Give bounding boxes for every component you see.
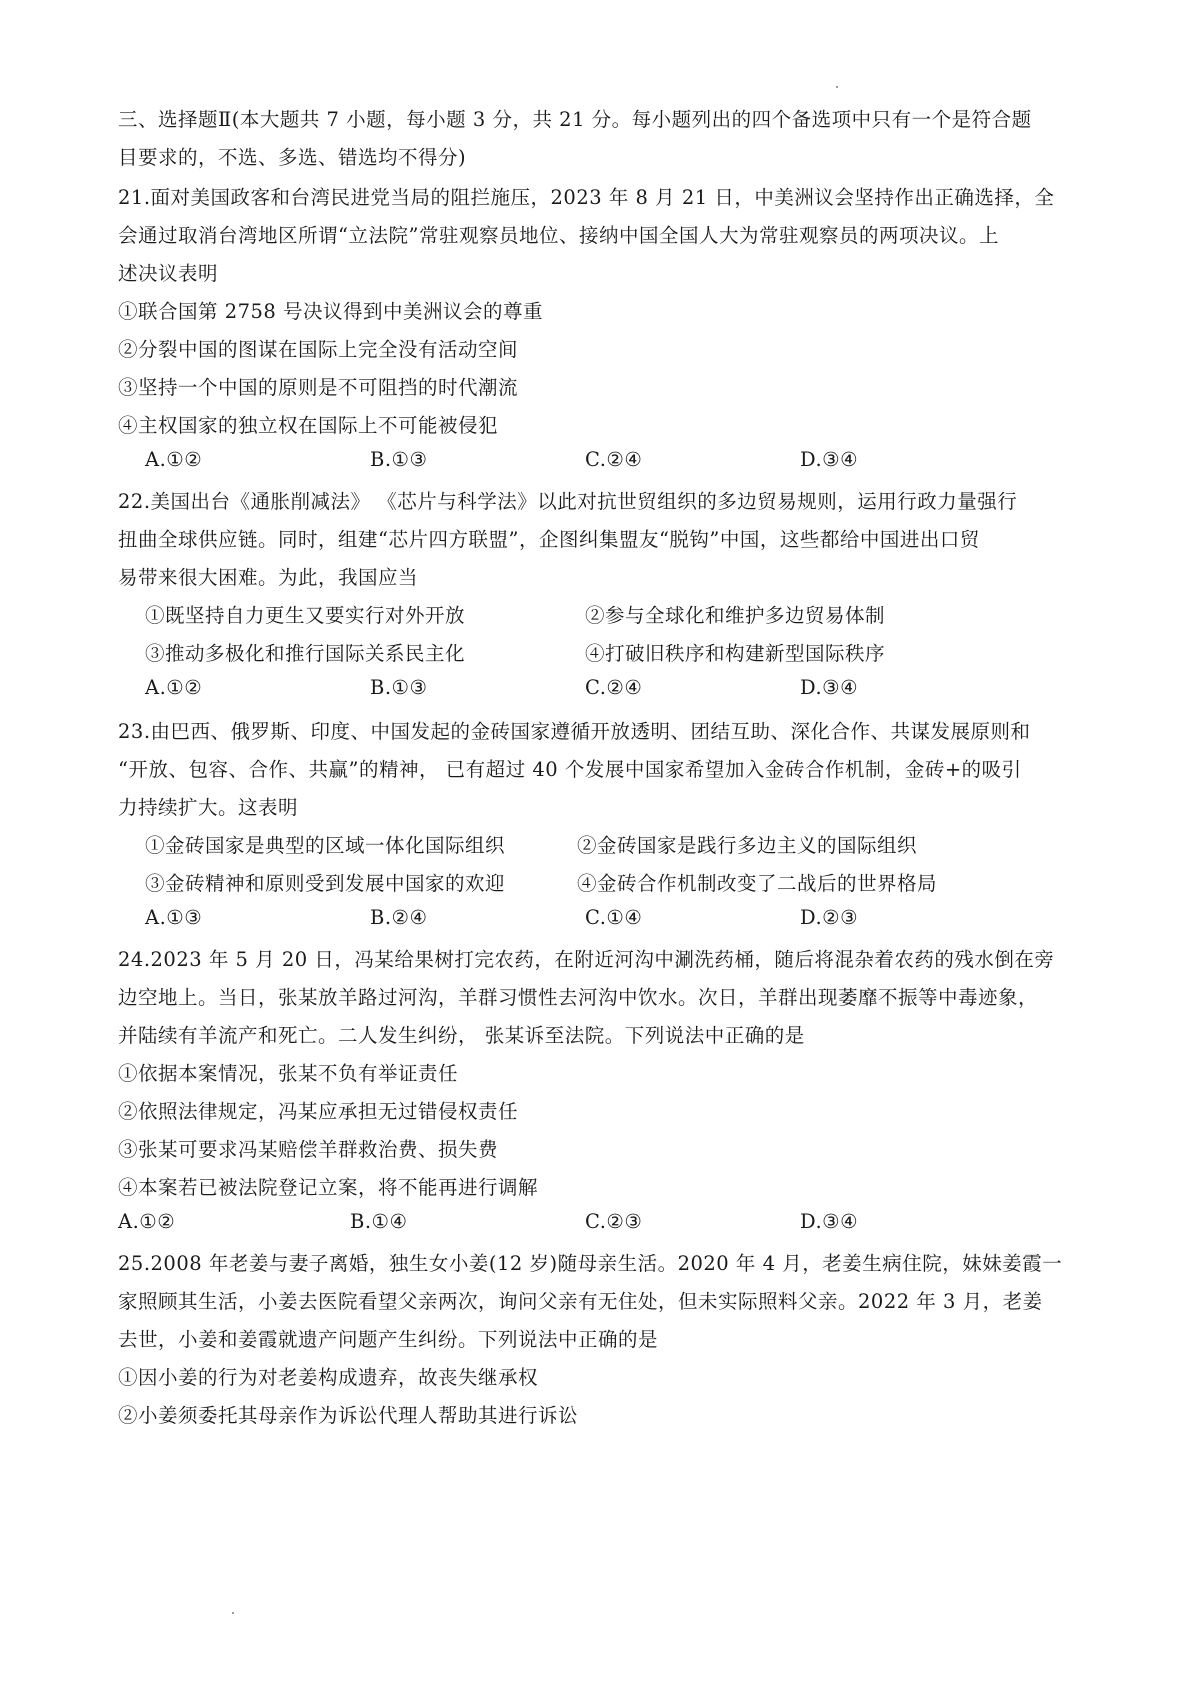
option-b: B.①④ xyxy=(350,1210,408,1233)
question-stem-line: 扭曲全球供应链。同时，组建“芯片四方联盟”，企图纠集盟友“脱钩”中国，这些都给中国进出口贸 xyxy=(118,528,980,551)
statement-item: ④本案若已被法院登记立案，将不能再进行调解 xyxy=(118,1176,539,1199)
scan-speck xyxy=(836,86,838,88)
question-stem-line: “开放、包容、合作、共赢”的精神， 已有超过 40 个发展中国家希望加入金砖合作机制，金砖+的吸引 xyxy=(118,758,1022,781)
question-stem-line: 易带来很大困难。为此，我国应当 xyxy=(118,566,419,589)
statement-item: ①因小姜的行为对老姜构成遗弃，故丧失继承权 xyxy=(118,1366,539,1389)
option-c: C.①④ xyxy=(585,906,643,929)
option-a: A.①② xyxy=(145,448,203,471)
question-stem-line: 去世，小姜和姜霞就遗产问题产生纠纷。下列说法中正确的是 xyxy=(118,1328,659,1351)
question-stem-line: 述决议表明 xyxy=(118,262,219,285)
question-stem-line: 24.2023 年 5 月 20 日，冯某给果树打完农药，在附近河沟中涮洗药桶，随后将混杂着农药的残水倒在旁 xyxy=(118,948,1055,971)
statement-item: ③推动多极化和推行国际关系民主化 xyxy=(145,642,466,665)
statement-row xyxy=(145,638,1045,666)
statement-row xyxy=(145,600,1045,628)
option-d: D.②③ xyxy=(800,906,859,929)
answer-options xyxy=(145,448,1045,476)
statement-item: ④金砖合作机制改变了二战后的世界格局 xyxy=(577,872,938,895)
question-stem-line: 并陆续有羊流产和死亡。二人发生纠纷， 张某诉至法院。下列说法中正确的是 xyxy=(118,1024,805,1047)
question-stem-line: 25.2008 年老姜与妻子离婚，独生女小姜(12 岁)随母亲生活。2020 年 4 月，老姜生病住院，妹妹姜霞一 xyxy=(118,1252,1063,1275)
section-heading-line-1: 三、选择题Ⅱ(本大题共 7 小题，每小题 3 分，共 21 分。每小题列出的四个备选项中只有一个是符合题 xyxy=(118,108,1032,131)
question-stem-line: 会通过取消台湾地区所谓“立法院”常驻观察员地位、接纳中国全国人大为常驻观察员的两项决议。上 xyxy=(118,224,999,247)
statement-item: ②分裂中国的图谋在国际上完全没有活动空间 xyxy=(118,338,519,361)
statement-item: ②参与全球化和维护多边贸易体制 xyxy=(585,604,886,627)
question-stem-line: 家照顾其生活，小姜去医院看望父亲两次，询问父亲有无住处，但未实际照料父亲。2022 年 3 月，老姜 xyxy=(118,1290,1043,1313)
question-stem-line: 21.面对美国政客和台湾民进党当局的阻拦施压，2023 年 8 月 21 日，中美洲议会坚持作出正确选择，全 xyxy=(118,186,1055,209)
question-stem-line: 22.美国出台《通胀削减法》 《芯片与科学法》以此对抗世贸组织的多边贸易规则，运用行政力量强行 xyxy=(118,490,1018,513)
answer-options xyxy=(118,1210,1018,1238)
option-d: D.③④ xyxy=(800,448,859,471)
option-a: A.①② xyxy=(118,1210,176,1233)
option-c: C.②④ xyxy=(585,676,643,699)
statement-row xyxy=(145,868,1045,896)
option-b: B.②④ xyxy=(370,906,428,929)
option-c: C.②④ xyxy=(585,448,643,471)
statement-item: ②依照法律规定，冯某应承担无过错侵权责任 xyxy=(118,1100,519,1123)
answer-options xyxy=(145,906,1045,934)
scan-speck xyxy=(232,1612,234,1614)
question-stem-line: 23.由巴西、俄罗斯、印度、中国发起的金砖国家遵循开放透明、团结互助、深化合作、共谋发展原则和 xyxy=(118,720,1031,743)
statement-item: ③坚持一个中国的原则是不可阻挡的时代潮流 xyxy=(118,376,519,399)
statement-item: ③金砖精神和原则受到发展中国家的欢迎 xyxy=(145,872,506,895)
statement-item: ③张某可要求冯某赔偿羊群救治费、损失费 xyxy=(118,1138,499,1161)
statement-item: ①金砖国家是典型的区域一体化国际组织 xyxy=(145,834,506,857)
answer-options xyxy=(145,676,1045,704)
statement-item: ④打破旧秩序和构建新型国际秩序 xyxy=(585,642,886,665)
option-a: A.①③ xyxy=(145,906,203,929)
statement-row xyxy=(145,830,1045,858)
statement-item: ①既坚持自力更生又要实行对外开放 xyxy=(145,604,466,627)
option-c: C.②③ xyxy=(585,1210,643,1233)
statement-item: ②金砖国家是践行多边主义的国际组织 xyxy=(577,834,918,857)
option-b: B.①③ xyxy=(370,448,428,471)
question-stem-line: 边空地上。当日，张某放羊路过河沟，羊群习惯性去河沟中饮水。次日，羊群出现萎靡不振等中毒迹象， xyxy=(118,986,1039,1009)
statement-item: ④主权国家的独立权在国际上不可能被侵犯 xyxy=(118,414,499,437)
statement-item: ①依据本案情况，张某不负有举证责任 xyxy=(118,1062,459,1085)
option-d: D.③④ xyxy=(800,676,859,699)
option-d: D.③④ xyxy=(800,1210,859,1233)
option-a: A.①② xyxy=(145,676,203,699)
statement-item: ①联合国第 2758 号决议得到中美洲议会的尊重 xyxy=(118,300,544,323)
section-heading-line-2: 目要求的，不选、多选、错选均不得分) xyxy=(118,146,467,169)
question-stem-line: 力持续扩大。这表明 xyxy=(118,796,299,819)
option-b: B.①③ xyxy=(370,676,428,699)
statement-item: ②小姜须委托其母亲作为诉讼代理人帮助其进行诉讼 xyxy=(118,1404,579,1427)
